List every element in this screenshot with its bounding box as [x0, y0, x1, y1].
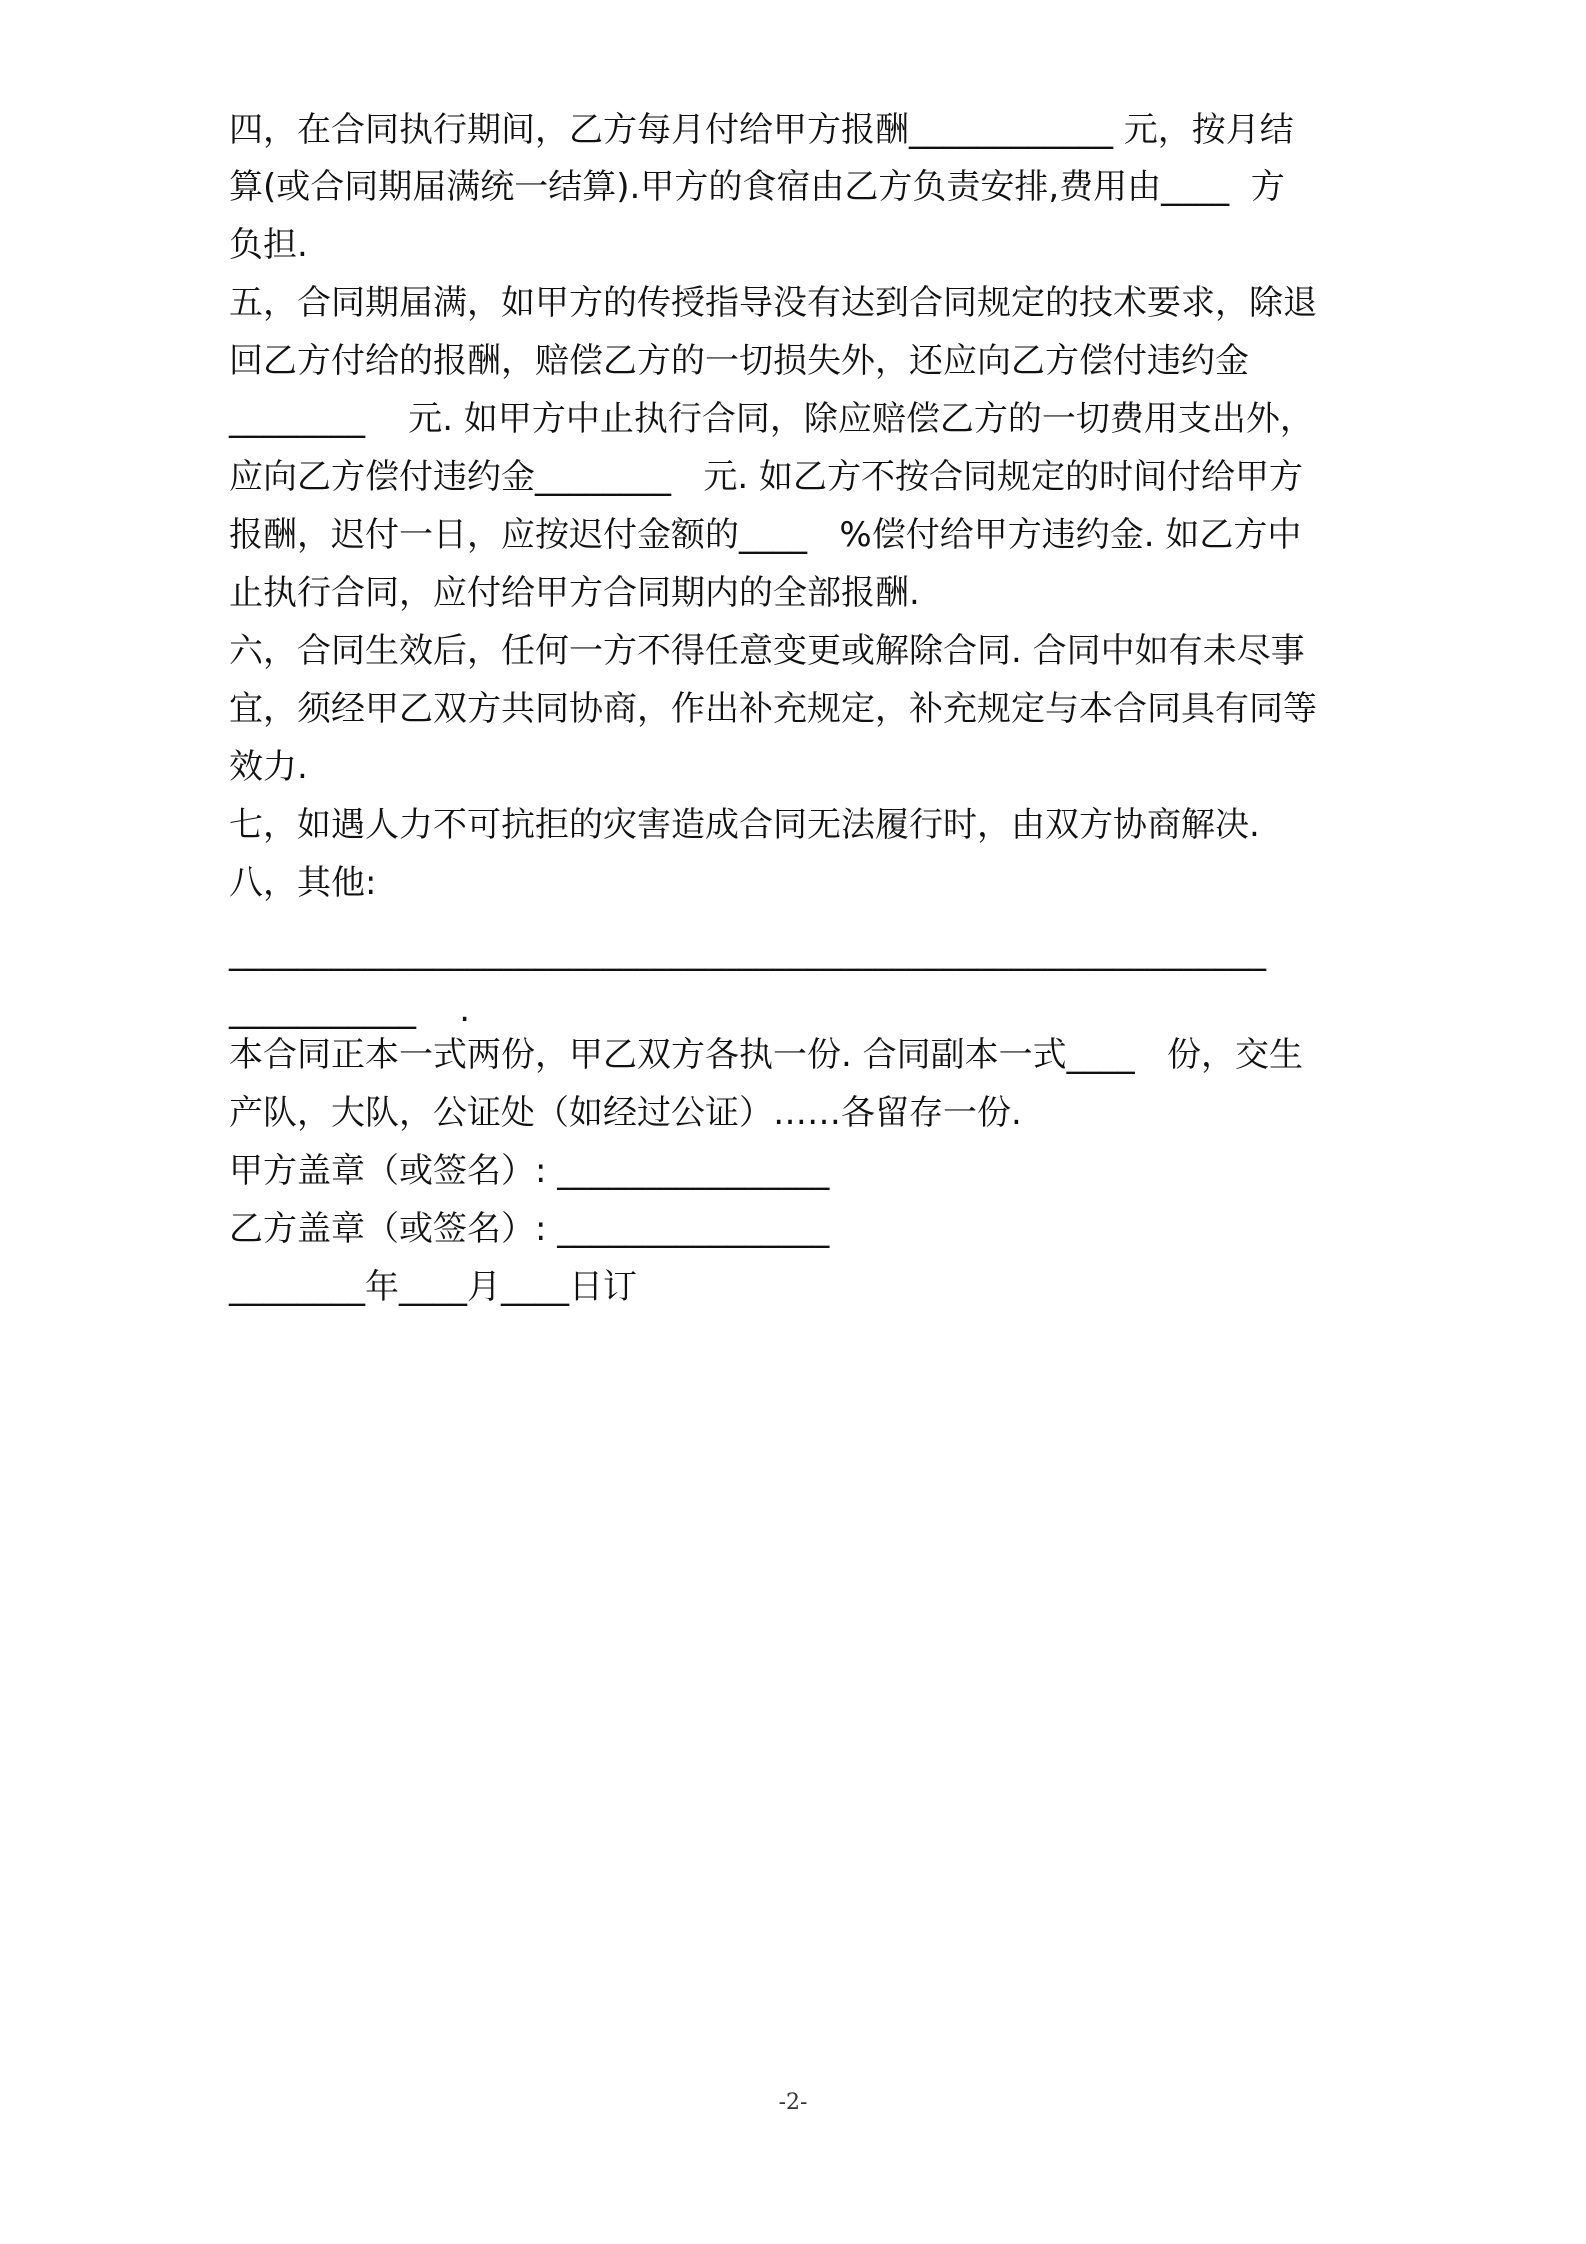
party-b-signature-line: 乙方盖章（或签名）: ________________ [229, 1209, 830, 1249]
page-number: -2- [778, 2090, 808, 2115]
clause-5-line-3: ________ 元. 如甲方中止执行合同，除应赔偿乙方的一切费用支出外， [229, 399, 1314, 439]
clause-8-blank-line-1: _____________________________________________________________ [229, 932, 1266, 972]
clause-4-line-3: 负担. [229, 225, 308, 265]
clause-7-line-1: 七，如遇人力不可抗拒的灾害造成合同无法履行时，由双方协商解决. [229, 805, 1260, 845]
copies-line-1: 本合同正本一式两份，甲乙双方各执一份. 合同副本一式____ 份，交生 [229, 1035, 1304, 1075]
clause-5-line-1: 五，合同期届满，如甲方的传授指导没有达到合同规定的技术要求，除退 [229, 283, 1317, 323]
clause-4-line-1: 四，在合同执行期间，乙方每月付给甲方报酬____________ 元，按月结 [229, 110, 1294, 150]
date-line: ________年____月____日订 [229, 1267, 637, 1307]
clause-4-line-2: 算(或合同期届满统一结算).甲方的食宿由乙方负责安排,费用由____ 方 [229, 167, 1285, 207]
clause-8-blank-line-2: ___________ . [229, 990, 471, 1030]
clause-6-line-2: 宜，须经甲乙双方共同协商，作出补充规定，补充规定与本合同具有同等 [229, 689, 1317, 729]
clause-6-line-3: 效力. [229, 747, 308, 787]
clause-5-line-5: 报酬，迟付一日，应按迟付金额的____ %偿付给甲方违约金. 如乙方中 [229, 515, 1302, 555]
party-a-signature-line: 甲方盖章（或签名）: ________________ [229, 1151, 830, 1191]
clause-5-line-4: 应向乙方偿付违约金________ 元. 如乙方不按合同规定的时间付给甲方 [229, 457, 1304, 497]
copies-line-2: 产队，大队，公证处（如经过公证）……各留存一份. [229, 1093, 1022, 1133]
clause-5-line-2: 回乙方付给的报酬，赔偿乙方的一切损失外，还应向乙方偿付违约金 [229, 341, 1249, 381]
clause-6-line-1: 六，合同生效后，任何一方不得任意变更或解除合同. 合同中如有未尽事 [229, 631, 1305, 671]
clause-8-heading: 八，其他: [229, 863, 377, 903]
clause-5-line-6: 止执行合同，应付给甲方合同期内的全部报酬. [229, 573, 920, 613]
